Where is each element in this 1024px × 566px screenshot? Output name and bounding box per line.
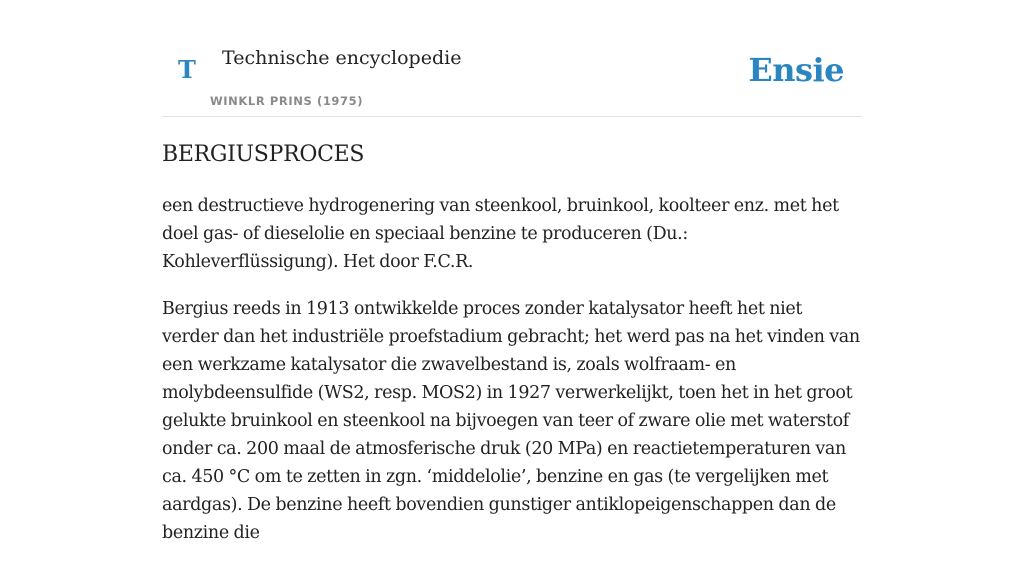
book-subtitle: WINKLR PRINS (1975): [210, 94, 364, 108]
ensie-brand-logo[interactable]: Ensie: [748, 51, 844, 89]
entry-body: [162, 192, 862, 566]
encyclopedia-logo-icon[interactable]: T: [178, 55, 196, 84]
entry-paragraph: Bergius reeds in 1913 ontwikkelde proces zonder katalysator heeft het niet verder dan het industriële proefstadium gebracht; het werd pas na het vinden van een werkzame katalysator die zwavelbestand is, zoals wolfraam- en molybdeensulfide (WS2, resp. MOS2) in 1927 verwerkelijkt, toen het in het groot gelukte bruinkool en steenkool na bijvoegen van teer of zware olie met waterstof onder ca. 200 maal de atmosferische druk (20 MPa) en reactietemperaturen van ca. 450 °C om te zetten in zgn. ‘middelolie’, benzine en gas (te vergelijken met aardgas). De benzine heeft bovendien gunstiger antiklopeigenschappen dan de benzine die: [162, 299, 860, 543]
page-header: [162, 0, 862, 117]
article-page: [162, 0, 862, 543]
entry-paragraph: een destructieve hydrogenering van steenkool, bruinkool, koolteer enz. met het doel gas- of dieselolie en speciaal benzine te produceren (Du.: Kohleverflüssigung). Het door F.C.R.: [162, 196, 839, 272]
entry-title: BERGIUSPROCES: [162, 142, 365, 167]
book-title: Technische encyclopedie: [222, 47, 462, 69]
